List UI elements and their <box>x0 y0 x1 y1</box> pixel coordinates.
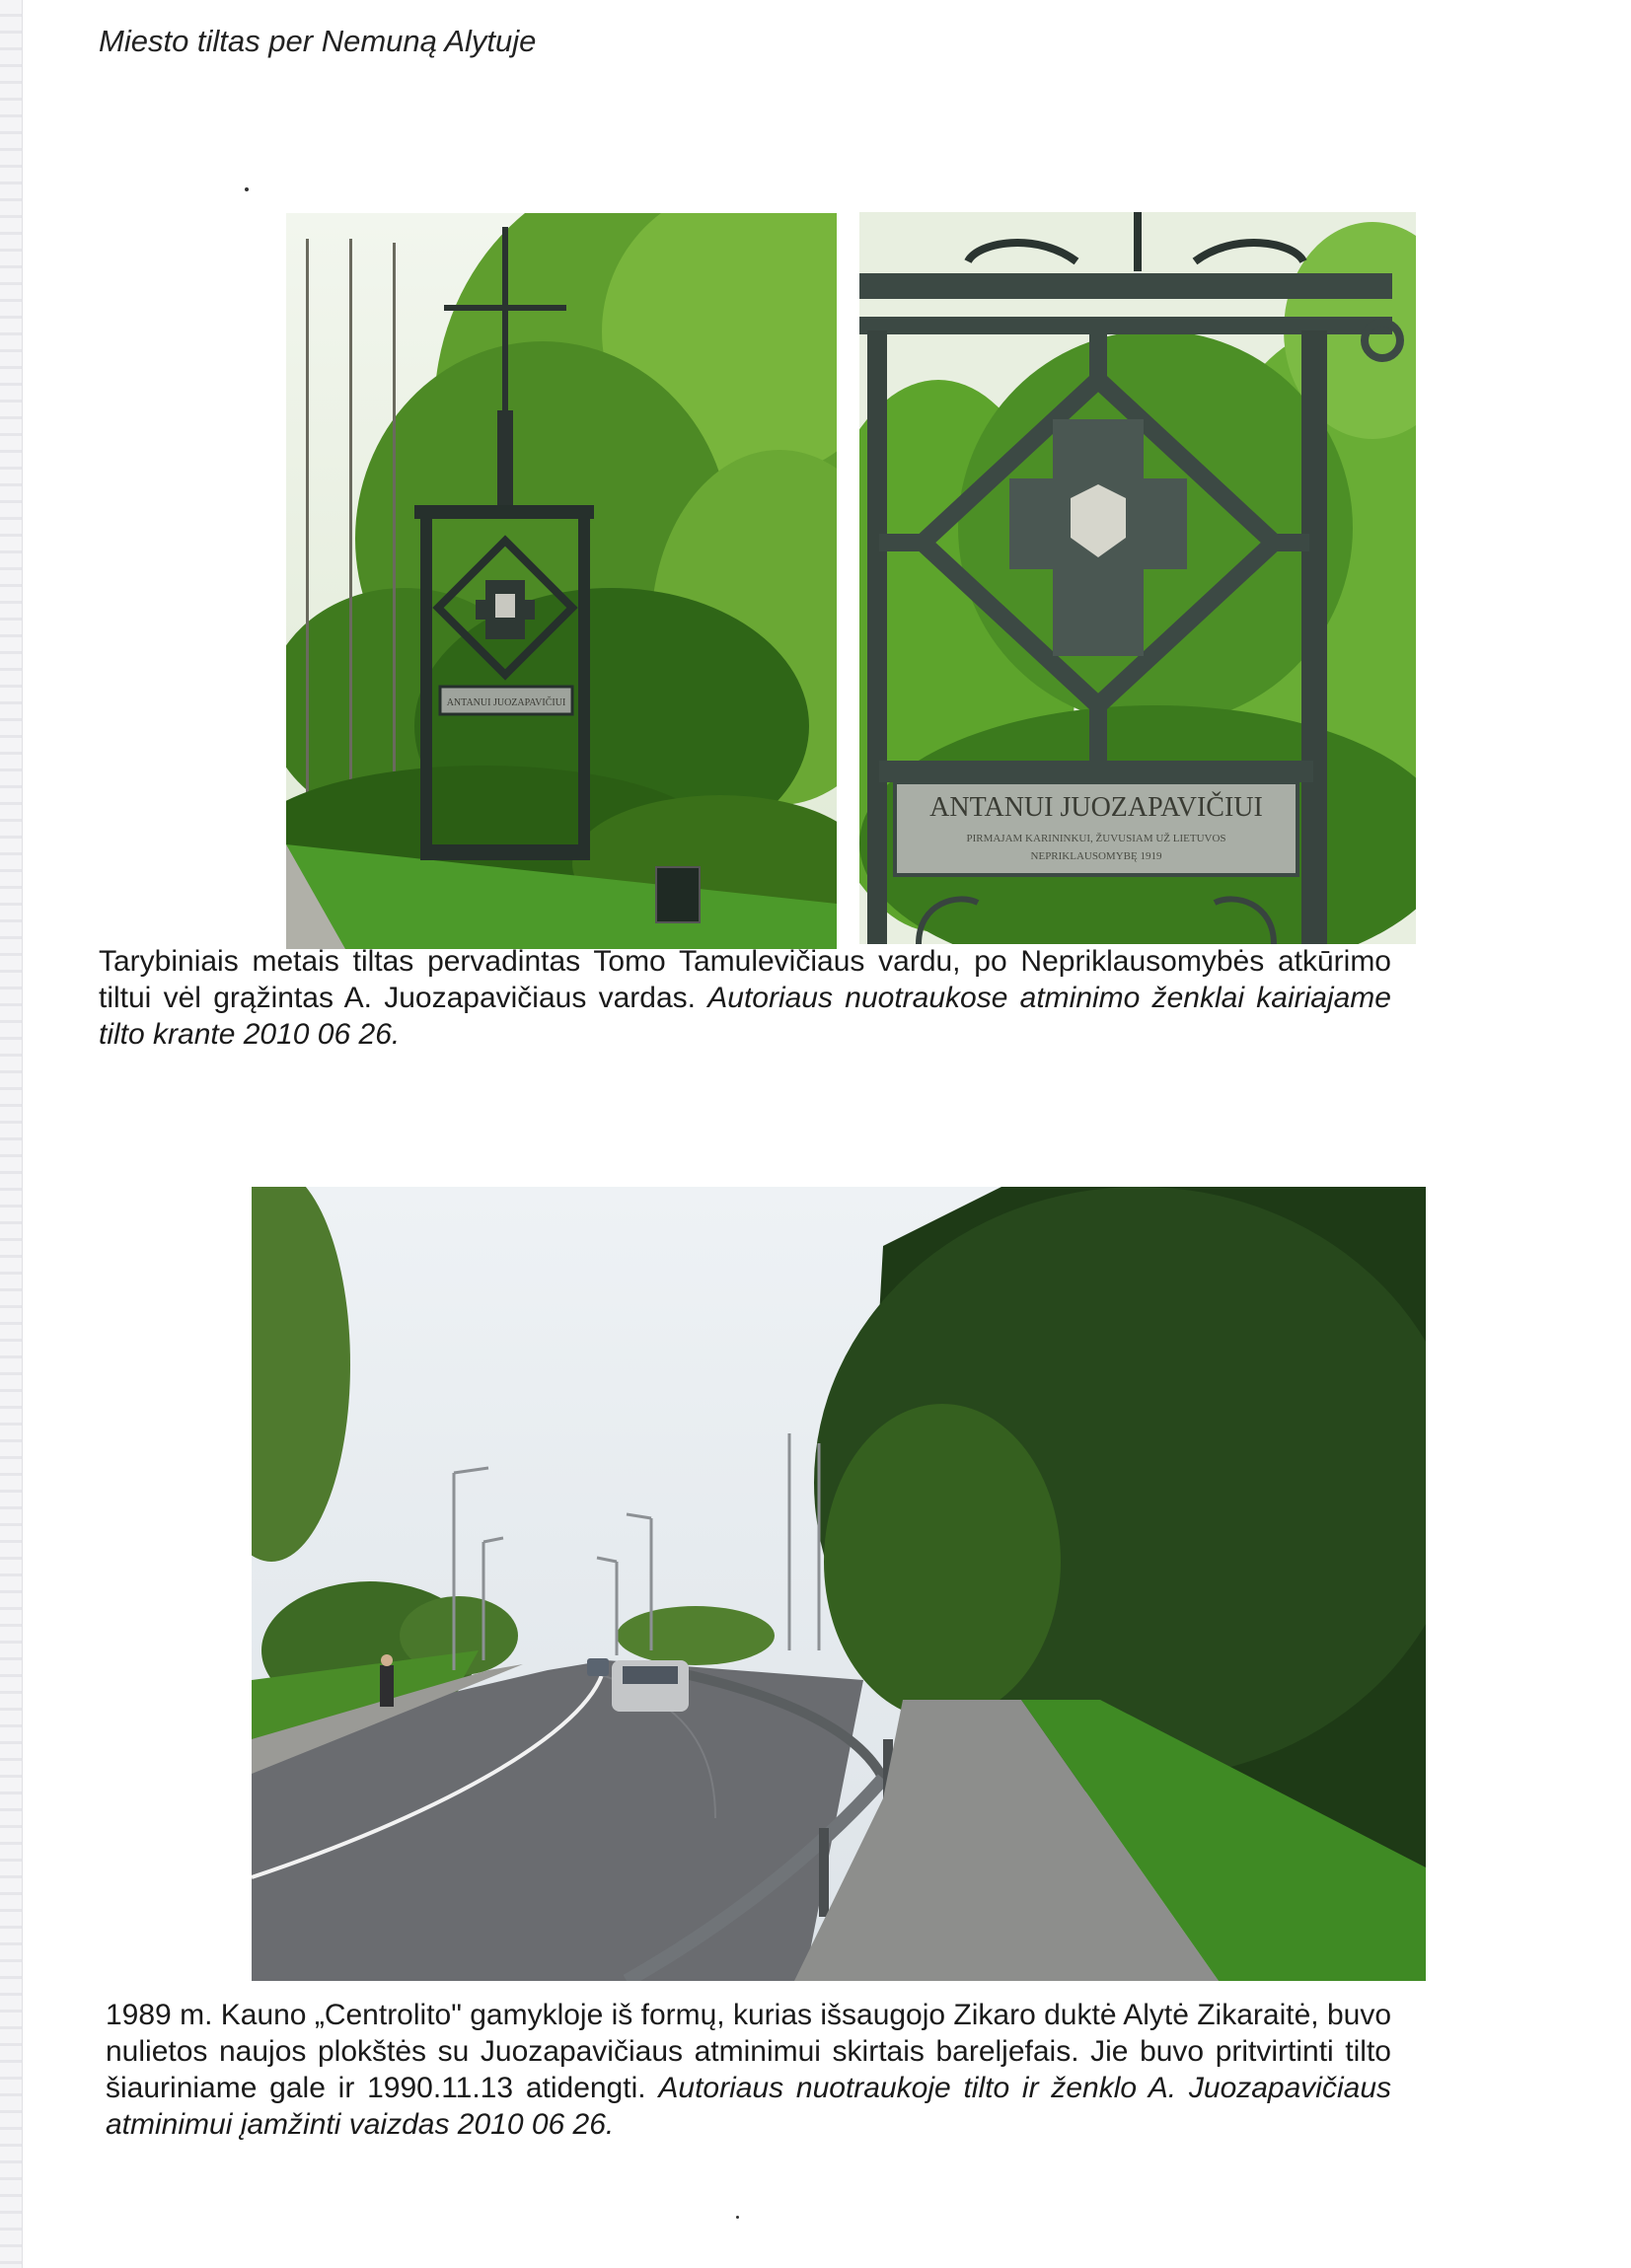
monument-closeup-plaque-sub-2: NEPRIKLAUSOMYBĘ 1919 <box>1030 850 1162 862</box>
speck-bottom <box>736 2216 739 2219</box>
caption-second-italic: Autoriaus nuotraukoje tilto ir ženklo A. Juozapavičiaus atminimui įamžinti vaizdas 2010 06 26. <box>106 2072 1392 2141</box>
monument-closeup-plaque-title: ANTANUI JUOZAPAVIČIUI <box>929 792 1263 823</box>
monument-closeup-plaque-sub-1: PIRMAJAM KARININKUI, ŽUVUSIAM UŽ LIETUVOS <box>966 833 1226 844</box>
caption-first-italic: Autoriaus nuotraukose atminimo ženklai kairiajame tilto krante 2010 06 26. <box>99 982 1391 1051</box>
photo-bridge-road <box>252 1187 1426 1981</box>
caption-first-text: Tarybiniais metais tiltas pervadintas Tomo Tamulevičiaus vardu, po Nepriklausomybės atkūrimo tiltui vėl grąžintas A. Juozapavičiaus vardas. <box>99 945 1391 1014</box>
binder-edge <box>0 0 23 2268</box>
monument-wide-illustration <box>286 213 837 949</box>
caption-first <box>99 943 1391 1053</box>
photo-monument-wide <box>286 213 837 949</box>
monument-closeup-illustration <box>859 212 1416 944</box>
photo-monument-closeup <box>859 212 1416 944</box>
monument-wide-plaque: ANTANUI JUOZAPAVIČIUI <box>446 697 566 708</box>
bridge-road-illustration <box>252 1187 1426 1981</box>
speck-top <box>245 187 249 191</box>
page-header: Miesto tiltas per Nemuną Alytuje <box>99 24 537 58</box>
caption-second-text: 1989 m. Kauno „Centrolito" gamykloje iš formų, kurias išsaugojo Zikaro duktė Alytė Zikaraitė, buvo nulietos naujos plokštės su Juozapavičiaus atminimui skirtais bareljefais. Jie buvo pritvirtinti tilto šiauriniame gale ir 1990.11.13 atidengti. <box>106 1999 1391 2104</box>
caption-second <box>106 1997 1391 2143</box>
